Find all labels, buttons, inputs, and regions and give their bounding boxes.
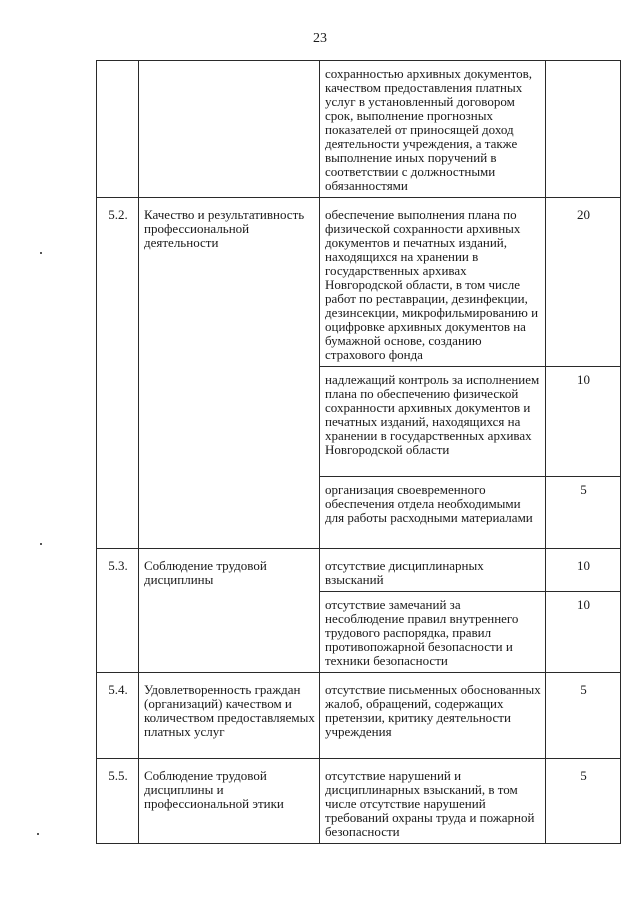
row-number: 5.3. [97,549,139,673]
table-row [97,759,621,844]
table-row [97,61,621,198]
table-row [97,673,621,759]
table-row [97,549,621,592]
scan-speck [37,833,39,835]
indicator-cell: отсутствие нарушений и дисциплинарных взысканий, в том числе отсутствие нарушений требований охраны труда и пожарной безопасности [320,759,546,844]
indicator-cell: обеспечение выполнения плана по физической сохранности архивных документов и печатных изданий, находящихся на хранении в государственных архивах Новгородской области, в том числе работ по реставрации, дезинфекции, дезинсекции, микрофильмированию и оцифровке архивных документов на бумажной основе, созданию страхового фонда [320,198,546,367]
indicator-cell: отсутствие дисциплинарных взысканий [320,549,546,592]
points-cell: 10 [546,549,621,592]
criterion-cell: Соблюдение трудовой дисциплины и профессиональной этики [139,759,320,844]
row-number: 5.5. [97,759,139,844]
points-cell: 5 [546,673,621,759]
points-cell: 5 [546,477,621,549]
table-row [97,198,621,367]
indicator-cell: организация своевременного обеспечения отдела необходимыми для работы расходными материалами [320,477,546,549]
points-cell: 10 [546,367,621,477]
scan-speck [40,252,42,254]
row-number: 5.4. [97,673,139,759]
page-number: 23 [313,31,327,46]
criterion-cell: Удовлетворенность граждан (организаций) качеством и количеством предоставляемых платных услуг [139,673,320,759]
row-number [97,61,139,198]
indicator-cell: надлежащий контроль за исполнением плана по обеспечению физической сохранности архивных документов и печатных изданий, находящихся на хранении в государственных архивах Новгородской области [320,367,546,477]
indicator-cell: отсутствие письменных обоснованных жалоб, обращений, содержащих претензии, критику деятельности учреждения [320,673,546,759]
row-number: 5.2. [97,198,139,549]
indicator-cell: сохранностью архивных документов, качеством предоставления платных услуг в установленный договором срок, выполнение прогнозных показателей от приносящей доход деятельности учреждения, а также выполнение иных поручений в соответствии с должностными обязанностями [320,61,546,198]
points-cell: 5 [546,759,621,844]
criteria-table [96,60,621,844]
points-cell: 20 [546,198,621,367]
criterion-cell: Качество и результативность профессиональной деятельности [139,198,320,549]
points-cell [546,61,621,198]
criterion-cell [139,61,320,198]
indicator-cell: отсутствие замечаний за несоблюдение правил внутреннего трудового распорядка, правил противопожарной безопасности и техники безопасности [320,592,546,673]
criterion-cell: Соблюдение трудовой дисциплины [139,549,320,673]
points-cell: 10 [546,592,621,673]
scan-speck [40,543,42,545]
